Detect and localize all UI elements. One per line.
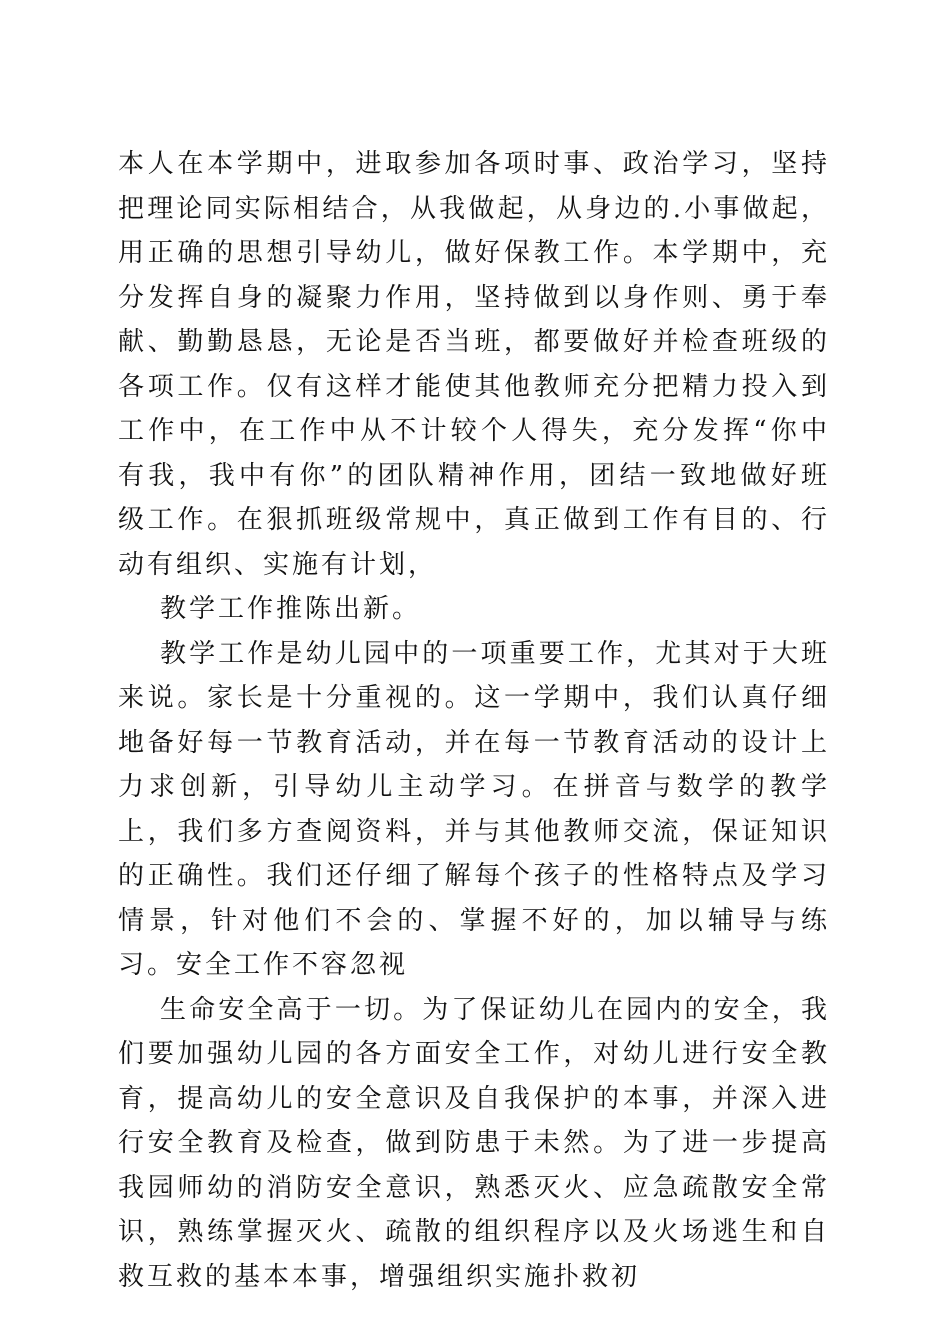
paragraph-1: 本人在本学期中，进取参加各项时事、政治学习，坚持把理论同实际相结合，从我做起，从身边的.小事做起，用正确的思想引导幼儿，做好保教工作。本学期中，充分发挥自身的凝聚力作用，坚持做到以身作则、勇于奉献、勤勤恳恳，无论是否当班，都要做好并检查班级的各项工作。仅有这样才能使其他教师充分把精力投入到工作中，在工作中从不计较个人得失，充分发挥“你中有我，我中有你”的团队精神作用，团结一致地做好班级工作。在狠抓班级常规中，真正做到工作有目的、行动有组织、实施有计划， xyxy=(118,149,830,580)
document-body xyxy=(118,142,830,1299)
paragraph-3: 教学工作是幼儿园中的一项重要工作，尤其对于大班来说。家长是十分重视的。这一学期中，我们认真仔细地备好每一节教育活动，并在每一节教育活动的设计上力求创新，引导幼儿主动学习。在拼音与数学的教学上，我们多方查阅资料，并与其他教师交流，保证知识的正确性。我们还仔细了解每个孩子的性格特点及学习情景，针对他们不会的、掌握不好的，加以辅导与练习。安全工作不容忽视 xyxy=(118,638,830,980)
paragraph-4: 生命安全高于一切。为了保证幼儿在园内的安全，我们要加强幼儿园的各方面安全工作，对幼儿进行安全教育，提高幼儿的安全意识及自我保护的本事，并深入进行安全教育及检查，做到防患于未然。为了进一步提高我园师幼的消防安全意识，熟悉灭火、应急疏散安全常识，熟练掌握灭火、疏散的组织程序以及火场逃生和自救互救的基本本事，增强组织实施扑救初 xyxy=(118,994,830,1292)
paragraph-2: 教学工作推陈出新。 xyxy=(160,594,422,624)
